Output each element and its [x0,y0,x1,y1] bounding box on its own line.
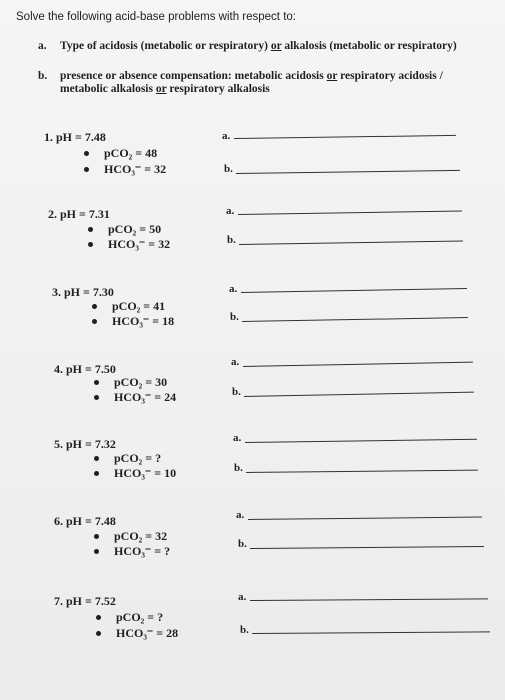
answer-label: a. [233,432,242,444]
ph-value: pH = 7.48 [66,514,116,528]
answer-line[interactable] [248,517,482,520]
bullet-icon [88,227,93,232]
ph-value: pH = 7.50 [66,362,116,376]
answer-label: b. [224,163,233,175]
answer-line[interactable] [241,288,467,293]
answer-label: a. [222,130,231,142]
answer-line[interactable] [252,631,490,634]
bullet-icon [96,615,101,620]
criterion-a-text-1: Type of acidosis (metabolic or respiratory) [60,40,271,52]
hco3-value: HCO₃⁻ = 24 [114,390,177,404]
answer-label: b. [230,311,239,323]
pco2-value: pCO₂ = ? [116,610,164,624]
criterion-b-text-1: presence or absence compensation: metabolic acidosis [60,70,327,82]
criterion-b-text-3: respiratory alkalosis [166,83,270,95]
hco3-value: HCO₃⁻ = 28 [116,626,179,640]
hco3-value: HCO₃⁻ = 18 [112,314,175,328]
criterion-b-letter: b. [38,70,48,82]
answer-label: b. [227,234,236,246]
criterion-b-or-2: or [155,83,167,95]
bullet-icon [94,456,99,461]
answer-label: b. [240,624,249,636]
answer-label: a. [238,591,247,603]
answer-line[interactable] [242,317,468,322]
answer-label: a. [236,509,245,521]
pco2-value: pCO₂ = 30 [114,375,168,389]
problem-ph [54,362,116,377]
criterion-b [38,70,468,98]
bullet-icon [92,304,97,309]
problem-ph [52,285,114,300]
answer-line[interactable] [239,240,463,245]
bullet-icon [94,534,99,539]
answer-line[interactable] [245,439,477,443]
hco3-value: HCO₃⁻ = ? [114,544,171,558]
answer-label: b. [234,462,243,474]
problem-number: 3. [52,285,61,299]
bullet-icon [88,242,93,247]
bullet-icon [96,631,101,636]
bullet-icon [92,319,97,324]
problem-ph [54,514,116,529]
criterion-a [38,40,458,68]
problem-ph [54,594,116,609]
problem-number: 4. [54,362,63,376]
hco3-value: HCO₃⁻ = 10 [114,466,177,480]
ph-value: pH = 7.31 [60,207,110,221]
pco2-value: pCO₂ = 41 [112,299,166,313]
hco3-value: HCO₃⁻ = 32 [108,237,171,251]
bullet-icon [94,380,99,385]
bullet-icon [84,167,89,172]
answer-line[interactable] [246,470,478,473]
pco2-value: pCO₂ = ? [114,451,162,465]
answer-label: b. [232,386,241,398]
answer-line[interactable] [244,392,474,397]
problem-2 [48,207,228,257]
hco3-value: HCO₃⁻ = 32 [104,162,167,176]
answer-label: a. [229,283,238,295]
bullet-icon [84,151,89,156]
problem-number: 1. [44,130,53,144]
criterion-a-text-2: alkalosis (metabolic or respiratory) [281,40,457,52]
problem-number: 6. [54,514,63,528]
ph-value: pH = 7.52 [66,594,116,608]
problem-7 [54,594,234,644]
answer-line[interactable] [234,135,456,139]
problem-1 [44,130,224,180]
answer-label: a. [231,356,240,368]
pco2-value: pCO₂ = 48 [104,146,158,160]
problem-3 [52,285,232,335]
answer-line[interactable] [238,210,462,215]
bullet-icon [94,549,99,554]
answer-line[interactable] [236,170,460,174]
criterion-a-or: or [270,40,282,52]
bullet-icon [94,395,99,400]
answer-line[interactable] [250,598,488,601]
criterion-b-or-1: or [326,70,338,82]
problem-ph [44,130,106,145]
answer-line[interactable] [250,546,484,549]
instructions-text: Solve the following acid-base problems with respect to: [16,11,296,23]
problem-number: 2. [48,207,57,221]
pco2-value: pCO₂ = 32 [114,529,168,543]
problem-ph [48,207,110,222]
problem-number: 5. [54,437,63,451]
bullet-icon [94,471,99,476]
answer-line[interactable] [243,362,473,367]
pco2-value: pCO₂ = 50 [108,222,162,236]
problem-5 [54,437,234,487]
problem-ph [54,437,116,452]
answer-label: a. [226,205,235,217]
criterion-b-text-2: respiratory acidosis / metabolic alkalosis [60,70,443,95]
problem-number: 7. [54,594,63,608]
criterion-a-letter: a. [38,40,47,52]
ph-value: pH = 7.48 [56,130,106,144]
problem-6 [54,514,234,564]
problem-4 [54,362,234,412]
ph-value: pH = 7.30 [64,285,114,299]
answer-label: b. [238,538,247,550]
ph-value: pH = 7.32 [66,437,116,451]
